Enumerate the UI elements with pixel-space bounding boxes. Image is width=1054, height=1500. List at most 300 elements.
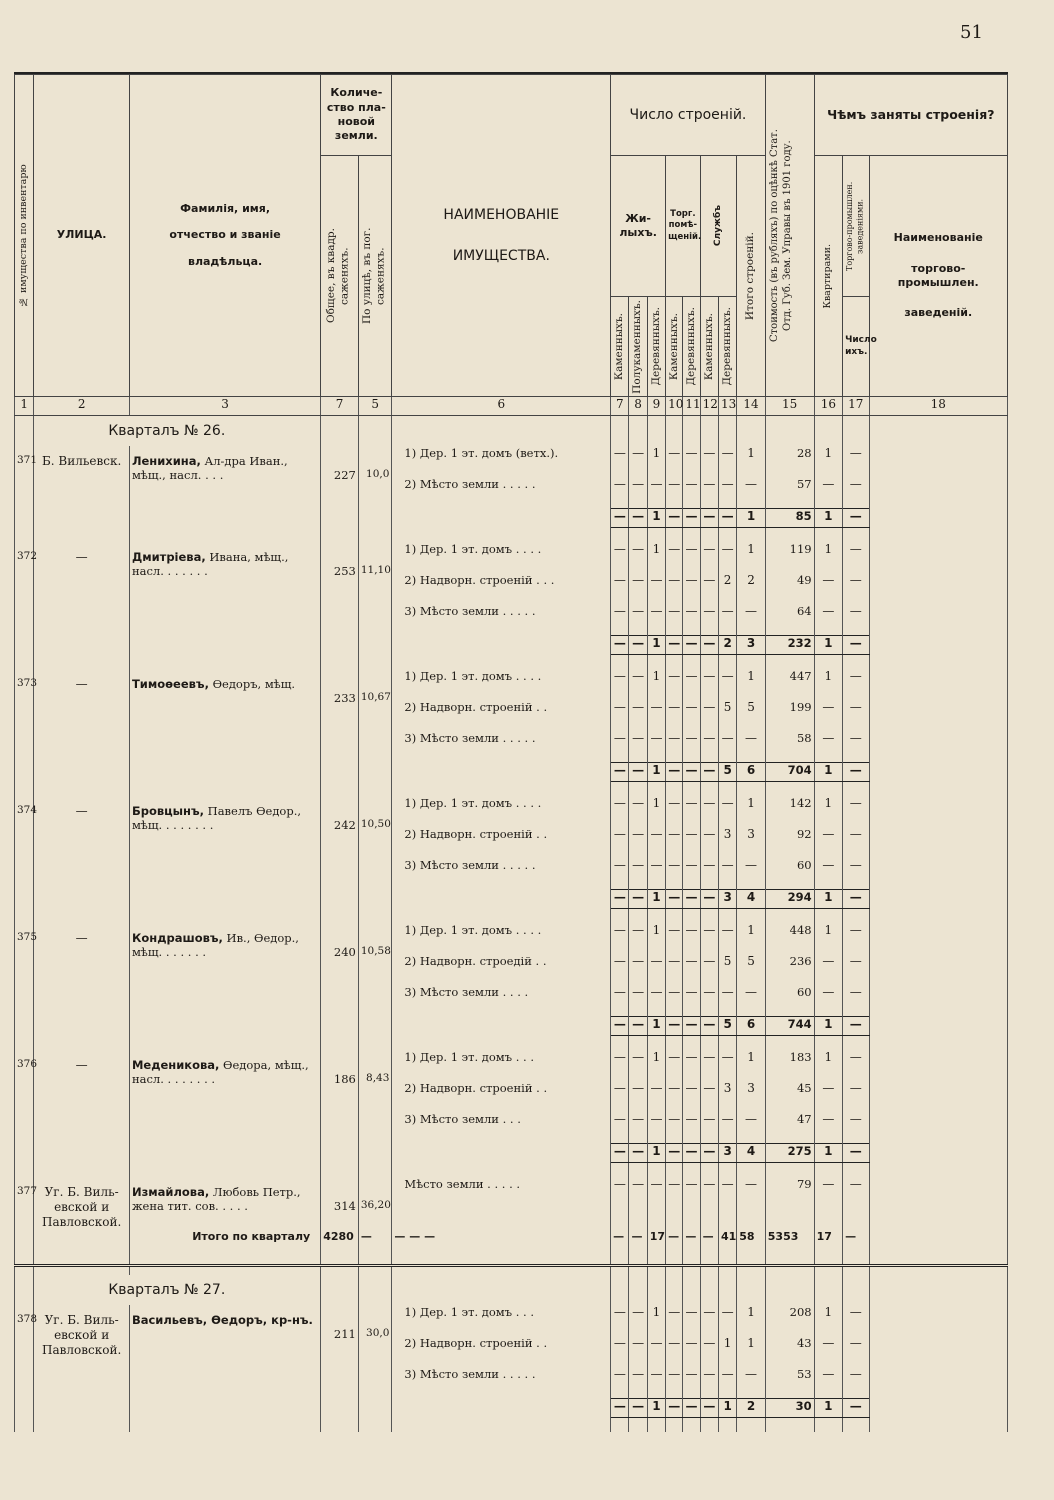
- value-c7: —: [611, 669, 629, 700]
- value-c12: —: [700, 1305, 718, 1336]
- cell: [683, 655, 700, 670]
- cell: [683, 1418, 700, 1433]
- value-c7: —: [611, 1112, 629, 1144]
- cell: [611, 1418, 629, 1433]
- value-c13: 3: [718, 1081, 736, 1112]
- cell: [358, 890, 392, 909]
- land-area: 240: [321, 923, 359, 1017]
- quarter-heading-row: [15, 416, 1008, 447]
- enterprise-name: [869, 731, 1007, 763]
- cell: [700, 782, 718, 797]
- inventory-number: 376: [15, 1050, 34, 1144]
- enterprise-name: [869, 1050, 1007, 1081]
- cell: [392, 655, 611, 670]
- value-c8: —: [629, 669, 647, 700]
- subtotal-c17: —: [843, 1144, 869, 1163]
- value-c8: —: [629, 858, 647, 890]
- cell: [392, 528, 611, 543]
- value-c8: —: [629, 796, 647, 827]
- cell: [718, 909, 736, 924]
- subtotal-c11: —: [683, 1017, 700, 1036]
- cell: [392, 782, 611, 797]
- value-c14: 1: [737, 1050, 765, 1081]
- cell: [647, 1036, 665, 1051]
- property-item: 2) Надворн. строеній . .: [392, 827, 611, 858]
- value-c9: —: [647, 1336, 665, 1367]
- owner-details: Ѳедоръ, мѣщ.: [208, 677, 296, 691]
- cell: [629, 1036, 647, 1051]
- cell: [869, 1017, 1007, 1036]
- cell: [15, 636, 34, 655]
- subtotal-c16: 1: [814, 890, 842, 909]
- cell: [869, 1036, 1007, 1051]
- total-c10: —: [666, 1230, 683, 1266]
- subtotal-c13: 2: [718, 636, 736, 655]
- column-number: 5: [358, 397, 392, 416]
- cell: [869, 890, 1007, 909]
- total-c13: 41: [718, 1230, 736, 1266]
- cell: [629, 416, 647, 447]
- subtotal-c10: —: [666, 509, 683, 528]
- property-item: 3) Мѣсто земли . . . . .: [392, 731, 611, 763]
- cell: [34, 909, 130, 924]
- separator-cell: [765, 1266, 814, 1276]
- enterprise-name: [869, 827, 1007, 858]
- value-c11: —: [683, 796, 700, 827]
- owner-details: Ал-дра Иван., мѣщ., насл. . . .: [131, 454, 288, 483]
- land-area: 242: [321, 796, 359, 890]
- value-c10: —: [666, 1177, 683, 1230]
- cell: [34, 509, 130, 528]
- owner-name: [129, 1305, 320, 1399]
- value-c7: —: [611, 573, 629, 604]
- value-c15: 447: [765, 669, 814, 700]
- value-c12: —: [700, 1336, 718, 1367]
- cell: [683, 416, 700, 447]
- cell: [647, 1418, 665, 1433]
- cell: [129, 890, 320, 909]
- value-c8: —: [629, 731, 647, 763]
- value-c16: 1: [814, 923, 842, 954]
- value-c13: —: [718, 604, 736, 636]
- subtotal-c14: 4: [737, 890, 765, 909]
- table-row: [15, 1050, 1008, 1081]
- value-c7: —: [611, 858, 629, 890]
- cell: [765, 416, 814, 447]
- value-c12: —: [700, 1081, 718, 1112]
- value-c15: 28: [765, 446, 814, 477]
- column-number: 1: [15, 397, 34, 416]
- subtotal-row: [15, 890, 1008, 909]
- table-body: [15, 397, 1008, 1433]
- property-item: 1) Дер. 1 эт. домъ . . . .: [392, 669, 611, 700]
- inventory-number: 372: [15, 542, 34, 636]
- subtotal-c16: 1: [814, 1144, 842, 1163]
- cell: [765, 655, 814, 670]
- cell: [814, 416, 842, 447]
- spacer-row: [15, 528, 1008, 543]
- cell: [15, 1399, 34, 1418]
- value-c12: —: [700, 985, 718, 1017]
- header-total-buildings: Итого строеній.: [737, 156, 765, 397]
- enterprise-name: [869, 1367, 1007, 1399]
- property-item: 1) Дер. 1 эт. домъ . . . .: [392, 796, 611, 827]
- value-c14: 3: [737, 827, 765, 858]
- cell: [814, 1036, 842, 1051]
- header-buildings-group: Число строеній.: [611, 75, 766, 156]
- cell: [34, 1144, 130, 1163]
- value-c12: —: [700, 827, 718, 858]
- owner-details: Ивана, мѣщ., насл. . . . . . .: [131, 550, 289, 579]
- header-service: Службъ: [700, 156, 737, 297]
- cell: [765, 782, 814, 797]
- cell: [718, 1418, 736, 1433]
- value-c15: 43: [765, 1336, 814, 1367]
- header-living: Жи-лыхъ.: [611, 156, 666, 297]
- cell: [392, 1163, 611, 1178]
- cell: [15, 763, 34, 782]
- subtotal-c7: —: [611, 1017, 629, 1036]
- total-c15: 5353: [765, 1230, 814, 1266]
- property-ledger-table: [14, 74, 1008, 1432]
- cell: [814, 1163, 842, 1178]
- cell: [869, 528, 1007, 543]
- value-c11: —: [683, 827, 700, 858]
- cell: [321, 782, 359, 797]
- subtotal-c9: 1: [647, 1144, 665, 1163]
- value-c7: —: [611, 477, 629, 509]
- subtotal-c8: —: [629, 890, 647, 909]
- value-c10: —: [666, 923, 683, 954]
- cell: [129, 763, 320, 782]
- cell: [666, 1418, 683, 1433]
- value-c13: 2: [718, 573, 736, 604]
- value-c7: —: [611, 542, 629, 573]
- value-c16: —: [814, 477, 842, 509]
- cell: [34, 655, 130, 670]
- separator-cell: [611, 1266, 629, 1276]
- value-c10: —: [666, 700, 683, 731]
- header-enterprise-names: Наименованіе торгово-промышлен. заведеній.: [869, 156, 1007, 397]
- value-c11: —: [683, 1367, 700, 1399]
- owner-surname: Кондрашовъ,: [131, 931, 223, 945]
- cell: [869, 416, 1007, 447]
- separator-cell: [34, 1266, 130, 1276]
- cell: [392, 636, 611, 655]
- subtotal-c16: 1: [814, 636, 842, 655]
- subtotal-c16: 1: [814, 763, 842, 782]
- enterprise-name: [869, 542, 1007, 573]
- cell: [629, 528, 647, 543]
- subtotal-c13: 3: [718, 890, 736, 909]
- cell: [629, 782, 647, 797]
- cell: [765, 1418, 814, 1433]
- value-c9: 1: [647, 669, 665, 700]
- street-name: —: [34, 1050, 130, 1144]
- subtotal-c10: —: [666, 1017, 683, 1036]
- property-item: 1) Дер. 1 эт. домъ . . . .: [392, 923, 611, 954]
- value-c17: —: [843, 669, 869, 700]
- value-c14: 5: [737, 954, 765, 985]
- value-c11: —: [683, 573, 700, 604]
- cell: [843, 655, 869, 670]
- land-area: 211: [321, 1305, 359, 1399]
- subtotal-c11: —: [683, 1399, 700, 1418]
- value-c15: 199: [765, 700, 814, 731]
- column-number: 7: [321, 397, 359, 416]
- column-number: 7: [611, 397, 629, 416]
- value-c16: —: [814, 954, 842, 985]
- value-c9: —: [647, 1367, 665, 1399]
- cell: [666, 1275, 683, 1305]
- value-c13: —: [718, 542, 736, 573]
- value-c9: —: [647, 1112, 665, 1144]
- subtotal-c13: 5: [718, 1017, 736, 1036]
- value-c9: 1: [647, 1305, 665, 1336]
- quarter-total-row: [15, 1230, 1008, 1266]
- total-c16: 17: [814, 1230, 842, 1266]
- cell: [15, 782, 34, 797]
- cell: [392, 416, 611, 447]
- value-c17: —: [843, 1305, 869, 1336]
- value-c12: —: [700, 858, 718, 890]
- value-c14: 5: [737, 700, 765, 731]
- cell: [34, 1036, 130, 1051]
- subtotal-c11: —: [683, 509, 700, 528]
- subtotal-c15: 704: [765, 763, 814, 782]
- header-apartments: Квартирами.: [814, 156, 842, 397]
- value-c11: —: [683, 1305, 700, 1336]
- value-c14: 3: [737, 1081, 765, 1112]
- cell: [358, 1017, 392, 1036]
- table-row: [15, 1305, 1008, 1336]
- column-number: 8: [629, 397, 647, 416]
- subtotal-c12: —: [700, 1017, 718, 1036]
- enterprise-name: [869, 446, 1007, 477]
- land-area: 233: [321, 669, 359, 763]
- value-c10: —: [666, 985, 683, 1017]
- value-c8: —: [629, 573, 647, 604]
- cell: [869, 782, 1007, 797]
- value-c9: —: [647, 731, 665, 763]
- enterprise-name: [869, 477, 1007, 509]
- subtotal-c10: —: [666, 763, 683, 782]
- cell: [814, 909, 842, 924]
- subtotal-c7: —: [611, 1399, 629, 1418]
- subtotal-c7: —: [611, 1144, 629, 1163]
- cell: [737, 416, 765, 447]
- cell: [700, 1418, 718, 1433]
- total-c17: —: [843, 1230, 869, 1266]
- cell: [869, 1163, 1007, 1178]
- value-c11: —: [683, 985, 700, 1017]
- spacer-row: [15, 909, 1008, 924]
- value-c11: —: [683, 858, 700, 890]
- owner-name: [129, 923, 320, 1017]
- cell: [869, 1275, 1007, 1305]
- property-item: 2) Надворн. строедій . .: [392, 954, 611, 985]
- value-c9: —: [647, 604, 665, 636]
- value-c16: —: [814, 1367, 842, 1399]
- table-row: [15, 923, 1008, 954]
- cell: [869, 1418, 1007, 1433]
- header-c11: Деревянныхъ.: [683, 297, 700, 397]
- inventory-number: 375: [15, 923, 34, 1017]
- cell: [15, 1418, 34, 1433]
- street-name: —: [34, 796, 130, 890]
- separator-cell: [321, 1266, 359, 1276]
- cell: [737, 1418, 765, 1433]
- inventory-number: 373: [15, 669, 34, 763]
- owner-surname: Дмитріева,: [131, 550, 206, 564]
- frontage: 10,50: [358, 796, 392, 890]
- cell: [392, 1399, 611, 1418]
- value-c17: —: [843, 1081, 869, 1112]
- subtotal-c15: 85: [765, 509, 814, 528]
- cell: [683, 1275, 700, 1305]
- cell: [392, 1036, 611, 1051]
- value-c8: —: [629, 827, 647, 858]
- separator-cell: [647, 1266, 665, 1276]
- cell: [611, 655, 629, 670]
- cell: [34, 528, 130, 543]
- property-item: 2) Надворн. строеній . . .: [392, 573, 611, 604]
- value-c8: —: [629, 985, 647, 1017]
- cell: [700, 655, 718, 670]
- header-enterprises: Торгово-промышлен. заведеніями.: [843, 156, 869, 297]
- owner-details: Ив., Ѳедор., мѣщ. . . . . . .: [131, 931, 299, 960]
- value-c8: —: [629, 446, 647, 477]
- cell: [392, 909, 611, 924]
- cell: [129, 655, 320, 670]
- cell: [321, 1036, 359, 1051]
- owner-surname: Ленихина,: [131, 454, 201, 468]
- property-item: 2) Мѣсто земли . . . . .: [392, 477, 611, 509]
- value-c16: 1: [814, 542, 842, 573]
- subtotal-c11: —: [683, 763, 700, 782]
- cell: [34, 1163, 130, 1178]
- total-c11: —: [683, 1230, 700, 1266]
- cell: [718, 1036, 736, 1051]
- header-owner: Фамилія, имя, отчество и званіе владѣльца.: [129, 75, 320, 397]
- value-c12: —: [700, 542, 718, 573]
- cell: [15, 509, 34, 528]
- value-c11: —: [683, 1050, 700, 1081]
- value-c17: —: [843, 1112, 869, 1144]
- separator-cell: [843, 1266, 869, 1276]
- value-c11: —: [683, 1177, 700, 1230]
- cell: [683, 1036, 700, 1051]
- column-number: 11: [683, 397, 700, 416]
- cell: [15, 655, 34, 670]
- subtotal-c15: 275: [765, 1144, 814, 1163]
- value-c16: —: [814, 985, 842, 1017]
- value-c9: 1: [647, 446, 665, 477]
- value-c17: —: [843, 542, 869, 573]
- value-c8: —: [629, 1177, 647, 1230]
- cell: [129, 1144, 320, 1163]
- subtotal-c9: 1: [647, 890, 665, 909]
- value-c7: —: [611, 604, 629, 636]
- header-inventory-number: № имущества по инвентарю: [15, 75, 34, 397]
- cell: [869, 1399, 1007, 1418]
- total-c8: —: [629, 1230, 647, 1266]
- value-c8: —: [629, 477, 647, 509]
- owner-details: Васильевъ, Ѳедоръ, кр-нъ.: [131, 1313, 313, 1327]
- value-c11: —: [683, 446, 700, 477]
- value-c9: —: [647, 858, 665, 890]
- value-c15: 142: [765, 796, 814, 827]
- value-c15: 64: [765, 604, 814, 636]
- cell: [611, 909, 629, 924]
- subtotal-c10: —: [666, 1399, 683, 1418]
- cell: [737, 909, 765, 924]
- cell: [765, 1036, 814, 1051]
- value-c15: 58: [765, 731, 814, 763]
- quarter-heading-row: [15, 1275, 1008, 1305]
- cell: [666, 528, 683, 543]
- value-c10: —: [666, 1050, 683, 1081]
- cell: [15, 1017, 34, 1036]
- value-c16: —: [814, 573, 842, 604]
- owner-name: [129, 542, 320, 636]
- cell: [129, 909, 320, 924]
- subtotal-c16: 1: [814, 509, 842, 528]
- value-c14: 1: [737, 1305, 765, 1336]
- value-c9: —: [647, 700, 665, 731]
- subtotal-c16: 1: [814, 1399, 842, 1418]
- value-c13: 5: [718, 954, 736, 985]
- cell: [700, 1036, 718, 1051]
- value-c10: —: [666, 731, 683, 763]
- subtotal-c9: 1: [647, 1017, 665, 1036]
- cell: [869, 1144, 1007, 1163]
- value-c15: 57: [765, 477, 814, 509]
- spacer-row: [15, 655, 1008, 670]
- column-number: 2: [34, 397, 130, 416]
- cell: [15, 909, 34, 924]
- cell: [321, 1017, 359, 1036]
- subtotal-c15: 294: [765, 890, 814, 909]
- cell: [15, 416, 34, 447]
- total-c12: —: [700, 1230, 718, 1266]
- cell: [611, 528, 629, 543]
- subtotal-c17: —: [843, 1017, 869, 1036]
- enterprise-name: [869, 669, 1007, 700]
- value-c10: —: [666, 1305, 683, 1336]
- value-c9: —: [647, 1177, 665, 1230]
- property-item: 1) Дер. 1 эт. домъ (ветх.).: [392, 446, 611, 477]
- value-c9: —: [647, 827, 665, 858]
- value-c12: —: [700, 446, 718, 477]
- land-area: 186: [321, 1050, 359, 1144]
- cell: [718, 782, 736, 797]
- header-count: Число ихъ.: [843, 297, 869, 397]
- cell: [700, 528, 718, 543]
- cell: [321, 890, 359, 909]
- value-c17: —: [843, 827, 869, 858]
- cell: [392, 509, 611, 528]
- property-item: 2) Надворн. строеній . .: [392, 1081, 611, 1112]
- cell: [34, 763, 130, 782]
- value-c11: —: [683, 604, 700, 636]
- cell: [666, 909, 683, 924]
- value-c14: 2: [737, 573, 765, 604]
- property-item: 1) Дер. 1 эт. домъ . . . .: [392, 542, 611, 573]
- subtotal-c14: 2: [737, 1399, 765, 1418]
- subtotal-c7: —: [611, 636, 629, 655]
- cell: [814, 655, 842, 670]
